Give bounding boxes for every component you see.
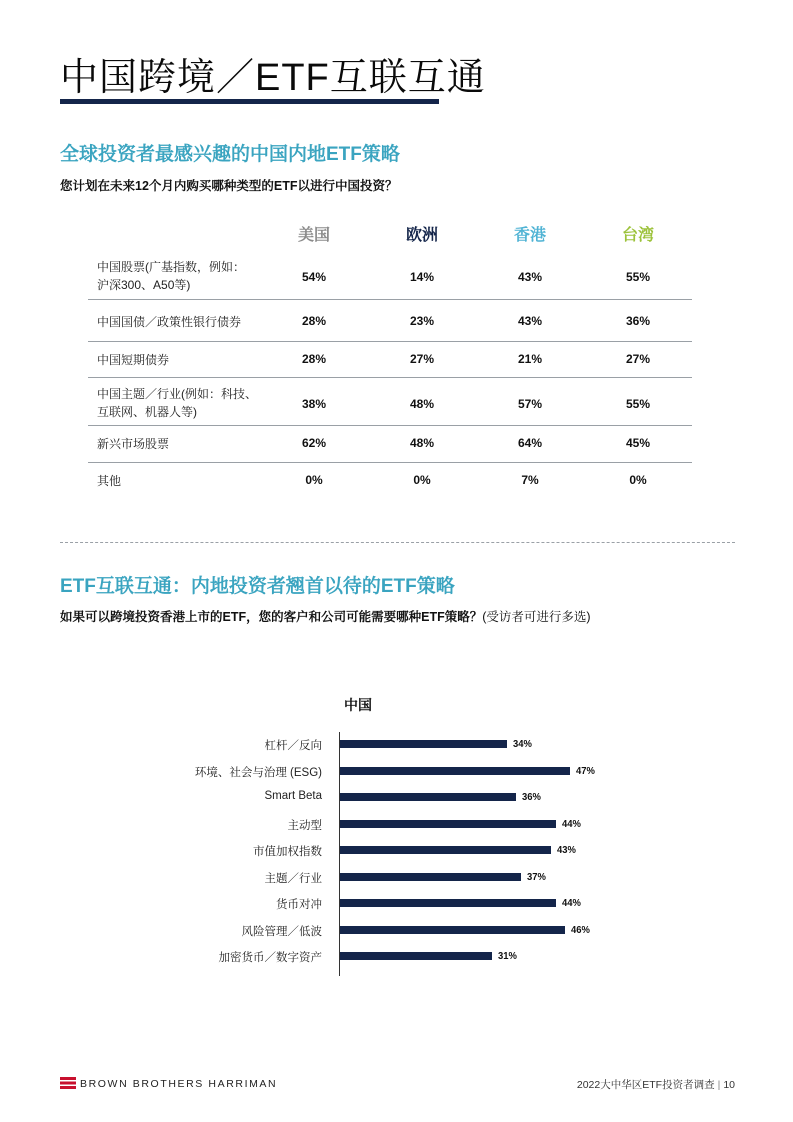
table-cell: 43% (517, 314, 543, 328)
page-title: 中国跨境／ETF互联互通 (60, 57, 486, 99)
bar-category-label: 加密货币／数字资产 (218, 952, 322, 964)
section1-question: 您计划在未来12个月内购买哪种类型的ETF以进行中国投资？ (60, 179, 398, 193)
table-cell: 54% (301, 270, 327, 284)
bar (340, 740, 507, 748)
bar-value-label: 46% (571, 924, 590, 936)
section1-heading: 全球投资者最感兴趣的中国内地ETF策略 (60, 144, 400, 165)
bar-category-label: 市值加权指数 (253, 846, 322, 858)
section2-question-text: 如果可以跨境投资香港上市的ETF，您的客户和公司可能需要哪种ETF策略？ (60, 610, 483, 624)
table-cell: 48% (409, 436, 435, 450)
bar (340, 899, 556, 907)
row-divider (88, 377, 692, 378)
column-header: 欧洲 (405, 227, 438, 244)
logo-text: BROWN BROTHERS HARRIMAN (80, 1078, 278, 1090)
section2-question (60, 607, 591, 625)
bar-value-label: 43% (557, 844, 576, 856)
column-header: 台湾 (621, 227, 654, 244)
section2-heading: ETF互联互通：内地投资者翘首以待的ETF策略 (60, 576, 455, 597)
bar-category-label: 风险管理／低波 (241, 926, 322, 938)
bar (340, 926, 565, 934)
bar-category-label: 货币对冲 (276, 899, 322, 911)
footer-report-name: 2022大中华区ETF投资者调查 (576, 1079, 715, 1091)
row-label: 新兴市场股票 (97, 437, 170, 451)
row-divider (88, 425, 692, 426)
table-cell: 27% (409, 352, 435, 366)
table-cell: 0% (305, 473, 323, 487)
table-cell: 0% (629, 473, 647, 487)
row-divider (88, 462, 692, 463)
table-cell: 57% (517, 397, 543, 411)
table-cell: 14% (409, 270, 435, 284)
row-label: 中国国债／政策性银行债券 (97, 315, 242, 329)
chart-axis (339, 732, 340, 976)
bar-value-label: 37% (527, 871, 546, 883)
bar (340, 820, 556, 828)
column-header: 香港 (513, 227, 546, 244)
bar-value-label: 44% (562, 818, 581, 830)
bar (340, 952, 492, 960)
table-cell: 38% (301, 397, 327, 411)
bar-category-label: 杠杆／反向 (264, 740, 322, 752)
bar-value-label: 47% (576, 765, 595, 777)
bar-category-label: 主动型 (287, 820, 322, 832)
row-label: 中国股票(广基指数，例如： 沪深300、A50等) (97, 260, 245, 292)
table-cell: 7% (521, 473, 539, 487)
title-underline (60, 99, 439, 104)
row-divider (88, 341, 692, 342)
table-cell: 55% (625, 270, 651, 284)
table-cell: 27% (625, 352, 651, 366)
row-divider (88, 299, 692, 300)
table-cell: 62% (301, 436, 327, 450)
row-label: 其他 (97, 474, 122, 488)
bar-category-label: 主题／行业 (264, 873, 322, 885)
table-cell: 36% (625, 314, 651, 328)
table-cell: 48% (409, 397, 435, 411)
table-cell: 64% (517, 436, 543, 450)
bar-category-label: Smart Beta (264, 790, 322, 802)
section-divider (60, 542, 735, 543)
table-cell: 43% (517, 270, 543, 284)
page-number: 10 (723, 1079, 735, 1091)
column-header: 美国 (297, 227, 330, 244)
bar-value-label: 44% (562, 897, 581, 909)
bar-value-label: 36% (522, 791, 541, 803)
bar-value-label: 34% (513, 738, 532, 750)
section2-question-note: (受访者可进行多选) (482, 610, 591, 624)
row-label: 中国短期债券 (97, 353, 170, 367)
table-cell: 45% (625, 436, 651, 450)
footer-separator: | (717, 1079, 721, 1091)
chart-title: 中国 (344, 697, 372, 713)
table-cell: 0% (413, 473, 431, 487)
bbh-logo-icon (60, 1077, 76, 1089)
bar (340, 767, 570, 775)
table-cell: 55% (625, 397, 651, 411)
bar (340, 846, 551, 854)
table-cell: 28% (301, 352, 327, 366)
table-cell: 28% (301, 314, 327, 328)
footer-report-info (577, 1077, 735, 1092)
row-label: 中国主题／行业(例如：科技、 互联网、机器人等) (97, 387, 257, 419)
table-cell: 21% (517, 352, 543, 366)
bar (340, 873, 521, 881)
table-cell: 23% (409, 314, 435, 328)
bar (340, 793, 516, 801)
bar-category-label: 环境、社会与治理 (ESG) (194, 767, 322, 779)
bar-value-label: 31% (498, 950, 517, 962)
